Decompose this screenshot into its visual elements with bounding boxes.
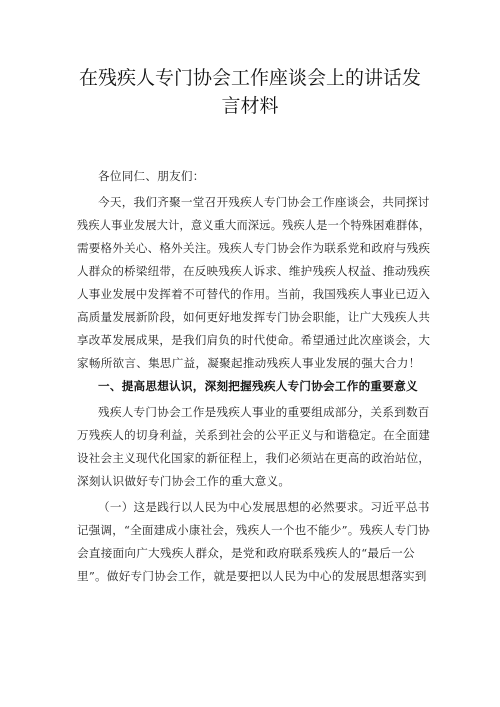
paragraph-line: 记强调，“全面建成小康社会，残疾人一个也不能少”。残疾人专门协 — [77, 523, 430, 537]
paragraph-line: （一）这是践行以人民为中心发展思想的必然要求。习近平总书 — [98, 500, 430, 514]
section-heading: 一、提高思想认识，深刻把握残疾人专门协会工作的重要意义 — [98, 379, 418, 393]
paragraph-line: 深刻认识做好专门协会工作的重大意义。 — [77, 474, 291, 488]
paragraph-line: 需要格外关心、格外关注。残疾人专门协会作为联系党和政府与残疾 — [77, 241, 431, 255]
document-title-line-2: 言材料 — [221, 95, 279, 117]
paragraph-line: 享改革发展成果，是我们肩负的时代使命。希望通过此次座谈会，大 — [77, 333, 431, 347]
paragraph-line: 残疾人事业发展大计，意义重大而深远。残疾人是一个特殊困难群体， — [77, 218, 431, 232]
paragraph-line: 高质量发展新阶段，如何更好地发挥专门协会职能，让广大残疾人共 — [77, 310, 431, 324]
paragraph-line: 会直接面向广大残疾人群众，是党和政府联系残疾人的“最后一公 — [77, 546, 415, 560]
paragraph-line: 家畅所欲言、集思广益，凝聚起推动残疾人事业发展的强大合力！ — [77, 356, 421, 370]
paragraph-line: 残疾人专门协会工作是残疾人事业的重要组成部分，关系到数百 — [98, 405, 430, 419]
paragraph-line: 万残疾人的切身利益，关系到社会的公平正义与和谐稳定。在全面建 — [77, 428, 431, 442]
paragraph-line: 人群众的桥梁纽带，在反映残疾人诉求、维护残疾人权益、推动残疾 — [77, 264, 431, 278]
paragraph-line: 今天，我们齐聚一堂召开残疾人专门协会工作座谈会，共同探讨 — [98, 195, 430, 209]
paragraph-line: 里”。做好专门协会工作，就是要把以人民为中心的发展思想落实到 — [77, 569, 427, 583]
greeting: 各位同仁、朋友们： — [98, 169, 205, 183]
paragraph-line: 人事业发展中发挥着不可替代的作用。当前，我国残疾人事业已迈入 — [77, 287, 431, 301]
document-title-line-1: 在残疾人专门协会工作座谈会上的讲话发 — [78, 67, 421, 89]
paragraph-line: 设社会主义现代化国家的新征程上，我们必须站在更高的政治站位， — [77, 451, 431, 465]
